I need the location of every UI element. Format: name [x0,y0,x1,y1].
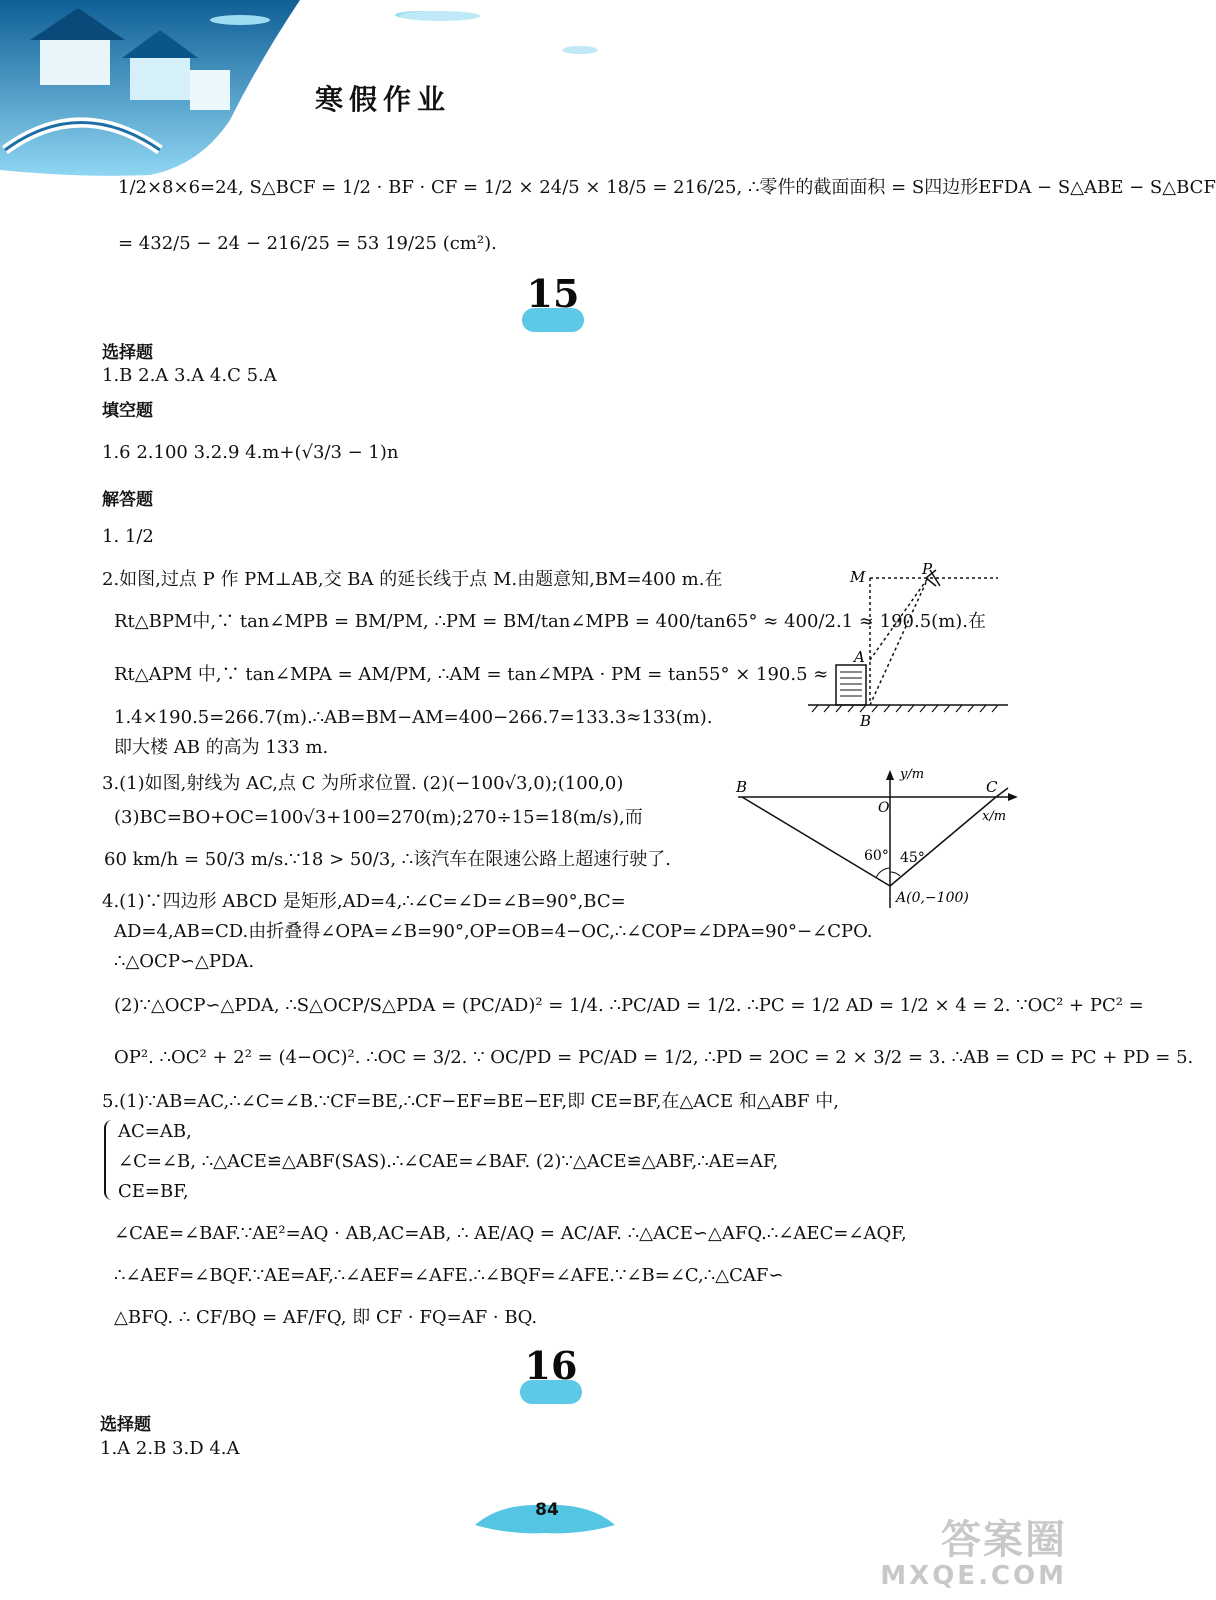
answer-q5-line-5: ∠CAE=∠BAF.∵AE²=AQ · AB,AC=AB, ∴ AE/AQ = AC/AF. ∴△ACE∽△AFQ.∴∠AEC=∠AQF, [114,1223,907,1244]
answer-q4-line-3: ∴△OCP∽△PDA. [114,951,255,972]
watermark-title: 答案圈 [941,1517,1067,1563]
diagram1-label-b: B [860,712,872,730]
diagram-coordinate-road [728,768,1028,918]
answer-q4-line-1: 4.(1)∵四边形 ABCD 是矩形,AD=4,∴∠C=∠D=∠B=90°,BC= [102,891,626,912]
answer-q4-line-4: (2)∵△OCP∽△PDA, ∴S△OCP/S△PDA = (PC/AD)² = 1/4. ∴PC/AD = 1/2. ∴PC = 1/2 AD = 1/2 × 4 = 2. ∵OC² + PC² = [114,995,1144,1016]
answer-q4-line-2: AD=4,AB=CD.由折叠得∠OPA=∠B=90°,OP=OB=4−OC,∴∠COP=∠DPA=90°−∠CPO. [114,921,873,942]
section-15-number: 15 [526,271,580,316]
answer-q4-line-5: OP². ∴OC² + 2² = (4−OC)². ∴OC = 3/2. ∵ OC/PD = PC/AD = 1/2, ∴PD = 2OC = 2 × 3/2 = 3. ∴AB = CD = PC + PD = 5. [114,1047,1194,1068]
watermark-url: MXQE.COM [880,1561,1067,1591]
header-title: 寒假作业 [315,83,452,116]
diagram2-label-a: A(0,−100) [896,890,969,906]
header-illustration [0,0,340,180]
answer-q5-line-2: AC=AB, [118,1121,192,1142]
system-brace [104,1120,114,1200]
section-16-number: 16 [524,1343,578,1388]
page-number: 84 [535,1500,559,1520]
diagram2-angle-45: 45° [900,850,925,866]
section-15-badge [508,272,598,342]
answer-q3-line-2: (3)BC=BO+OC=100√3+100=270(m);270÷15=18(m/s),而 [114,807,643,828]
section-16-badge [506,1344,596,1414]
diagram2-label-b: B [736,778,748,796]
answer-q2-line-4: 1.4×190.5=266.7(m).∴AB=BM−AM=400−266.7=133.3≈133(m). [114,707,713,728]
answer-q3-line-1: 3.(1)如图,射线为 AC,点 C 为所求位置. (2)(−100√3,0);(100,0) [102,773,624,794]
answer-q5-line-6: ∴∠AEF=∠BQF.∵AE=AF,∴∠AEF=∠AFE.∴∠BQF=∠AFE.∵∠B=∠C,∴△CAF∽ [114,1265,784,1286]
answer-q2-line-3: Rt△APM 中,∵ tan∠MPA = AM/PM, ∴AM = tan∠MPA · PM = tan55° × 190.5 ≈ [114,664,829,685]
answer-q5-line-3: ∠C=∠B, ∴△ACE≌△ABF(SAS).∴∠CAE=∠BAF. (2)∵△ACE≌△ABF,∴AE=AF, [118,1151,779,1172]
choice-answers-15: 1.B 2.A 3.A 4.C 5.A [102,365,277,386]
fill-answers-15: 1.6 2.100 3.2.9 4.m+(√3/3 − 1)n [102,442,399,463]
answer-q5-line-7: △BFQ. ∴ CF/BQ = AF/FQ, 即 CF · FQ=AF · BQ. [114,1307,538,1328]
answer-q5-line-4: CE=BF, [118,1181,189,1202]
diagram2-label-o: O [878,800,890,816]
header-brush-decoration [380,0,640,60]
choice-heading-15: 选择题 [102,343,153,363]
choice-heading-16: 选择题 [100,1415,151,1435]
diagram2-x-axis-label: x/m [982,809,1007,824]
answer-q2-line-1: 2.如图,过点 P 作 PM⊥AB,交 BA 的延长线于点 M.由题意知,BM=400 m.在 [102,569,723,590]
watermark [880,1518,1067,1590]
diagram1-label-a: A [854,648,865,666]
continuation-line-2: = 432/5 − 24 − 216/25 = 53 19/25 (cm²). [118,233,497,254]
diagram2-y-axis-label: y/m [900,767,925,782]
fill-heading-15: 填空题 [102,401,153,421]
continuation-line-1: 1/2×8×6=24, S△BCF = 1/2 · BF · CF = 1/2 × 24/5 × 18/5 = 216/25, ∴零件的截面面积 = S四边形EFDA − S△ABE − S△BCF [118,177,1216,198]
solve-heading-15: 解答题 [102,490,153,510]
answer-q5-line-1: 5.(1)∵AB=AC,∴∠C=∠B.∵CF=BE,∴CF−EF=BE−EF,即 CE=BF,在△ACE 和△ABF 中, [102,1091,839,1112]
diagram2-angle-60: 60° [864,848,889,864]
diagram1-label-m: M [850,568,866,586]
answer-q1: 1. 1/2 [102,526,154,547]
diagram-building-elevation [808,560,1008,730]
diagram2-label-c: C [986,778,998,796]
choice-answers-16: 1.A 2.B 3.D 4.A [100,1438,240,1459]
answer-q3-line-3: 60 km/h = 50/3 m/s.∵18 > 50/3, ∴该汽车在限速公路上超速行驶了. [104,849,671,870]
answer-q2-line-5: 即大楼 AB 的高为 133 m. [114,737,329,758]
diagram1-label-p: P [922,560,933,578]
answer-q2-line-2: Rt△BPM中,∵ tan∠MPB = BM/PM, ∴PM = BM/tan∠MPB = 400/tan65° ≈ 400/2.1 ≈ 190.5(m).在 [114,611,987,632]
